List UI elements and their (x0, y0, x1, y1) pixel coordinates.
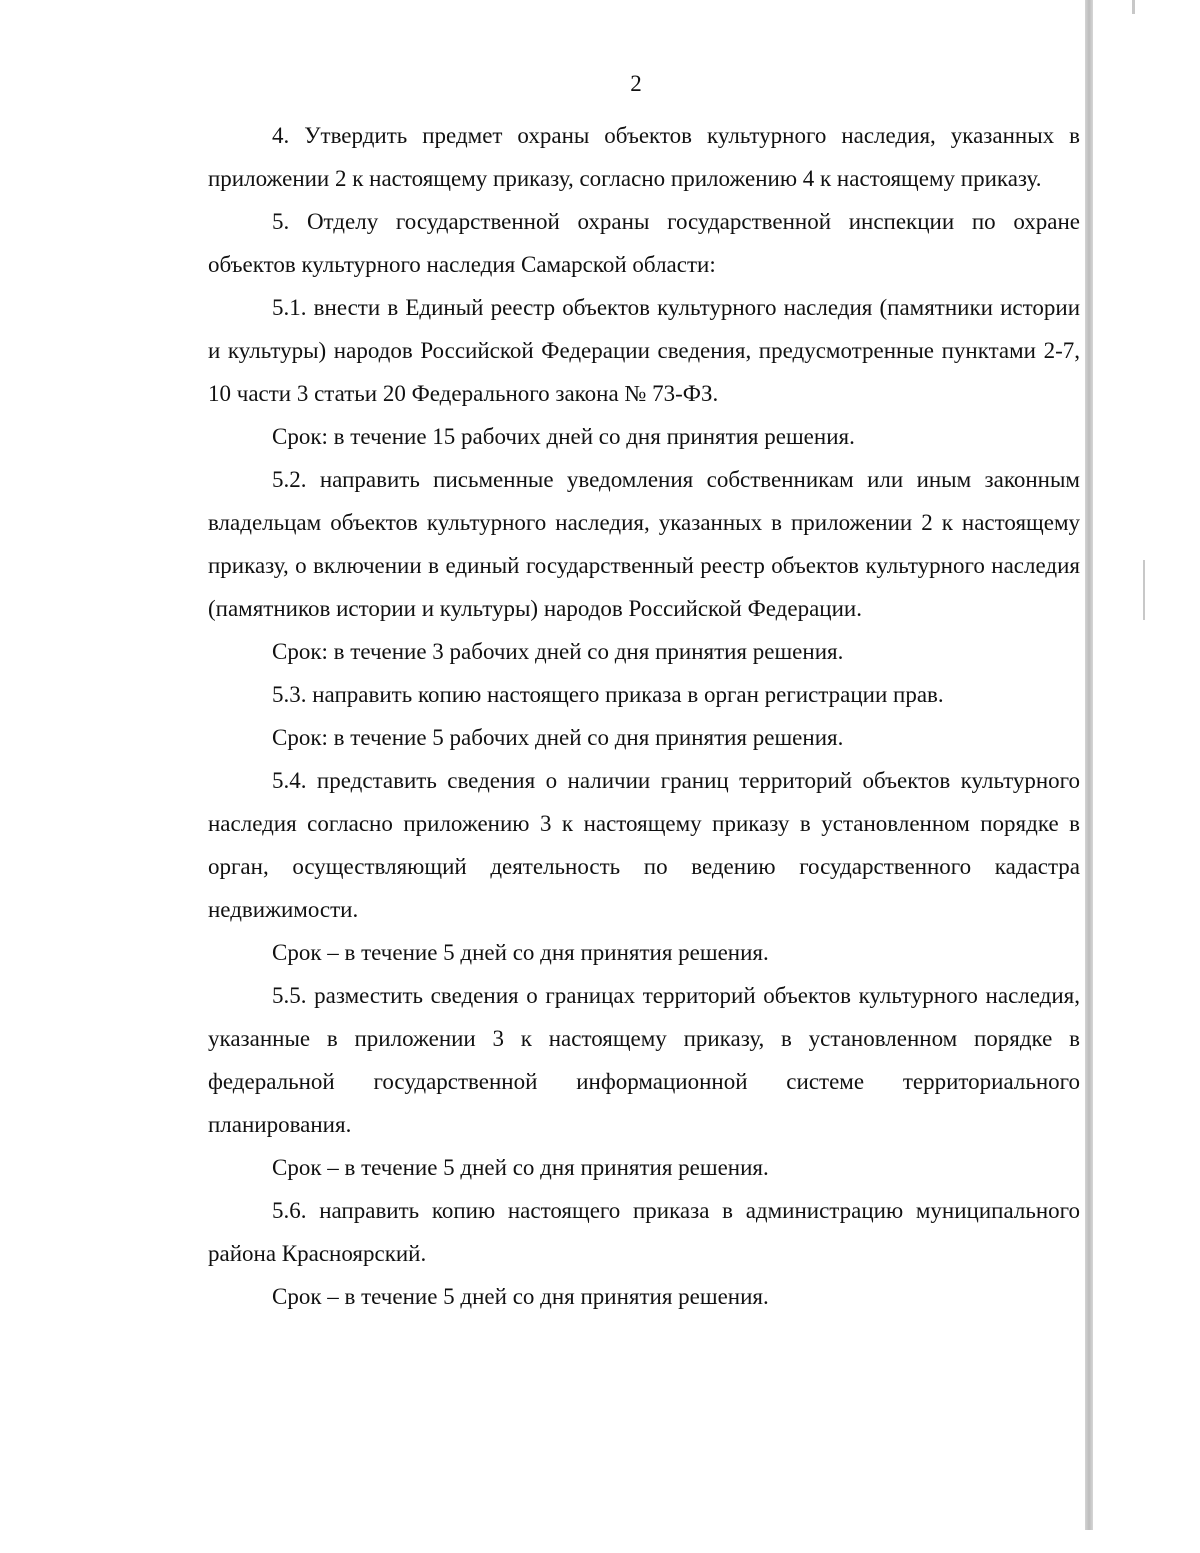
document-body (208, 114, 1080, 1318)
page-number: 2 (630, 71, 642, 96)
paragraph-item-5-1: 5.1. внести в Единый реестр объектов культурного наследия (памятники истории и культуры) народов Российской Федерации сведения, предусмотренные пунктами 2-7, 10 части 3 статьи 20 Федерального закона № 73-ФЗ. (208, 295, 1080, 406)
paragraph-item-5-2: 5.2. направить письменные уведомления собственникам или иным законным владельцам объектов культурного наследия, указанных в приложении 2 к настоящему приказу, о включении в единый государственный реестр объектов культурного наследия (памятников истории и культуры) народов Российской Федерации. (208, 467, 1080, 621)
paragraph-item-5: 5. Отделу государственной охраны государственной инспекции по охране объектов культурного наследия Самарской области: (208, 209, 1080, 277)
paragraph-item-5-4: 5.4. представить сведения о наличии границ территорий объектов культурного наследия согласно приложению 3 к настоящему приказу в установленном порядке в орган, осуществляющий деятельность по ведению государственного кадастра недвижимости. (208, 768, 1080, 922)
scan-edge-shadow (1085, 0, 1093, 1530)
paragraph-item-5-5: 5.5. разместить сведения о границах территорий объектов культурного наследия, указанные в приложении 3 к настоящему приказу, в установленном порядке в федеральной государственной информационной системе территориального планирования. (208, 983, 1080, 1137)
paragraph-item-4: 4. Утвердить предмет охраны объектов культурного наследия, указанных в приложении 2 к настоящему приказу, согласно приложению 4 к настоящему приказу. (208, 123, 1080, 191)
deadline-5-3: Срок: в течение 5 рабочих дней со дня принятия решения. (272, 725, 844, 750)
scan-speck (1132, 0, 1135, 14)
scan-speck (1143, 560, 1145, 620)
paragraph-item-5-3: 5.3. направить копию настоящего приказа в орган регистрации прав. (272, 682, 944, 707)
paragraph-item-5-6: 5.6. направить копию настоящего приказа в администрацию муниципального района Красноярский. (208, 1198, 1080, 1266)
deadline-5-2: Срок: в течение 3 рабочих дней со дня принятия решения. (272, 639, 844, 664)
deadline-5-4: Срок – в течение 5 дней со дня принятия решения. (272, 940, 769, 965)
deadline-5-1: Срок: в течение 15 рабочих дней со дня принятия решения. (272, 424, 855, 449)
deadline-5-6: Срок – в течение 5 дней со дня принятия решения. (272, 1284, 769, 1309)
deadline-5-5: Срок – в течение 5 дней со дня принятия решения. (272, 1155, 769, 1180)
